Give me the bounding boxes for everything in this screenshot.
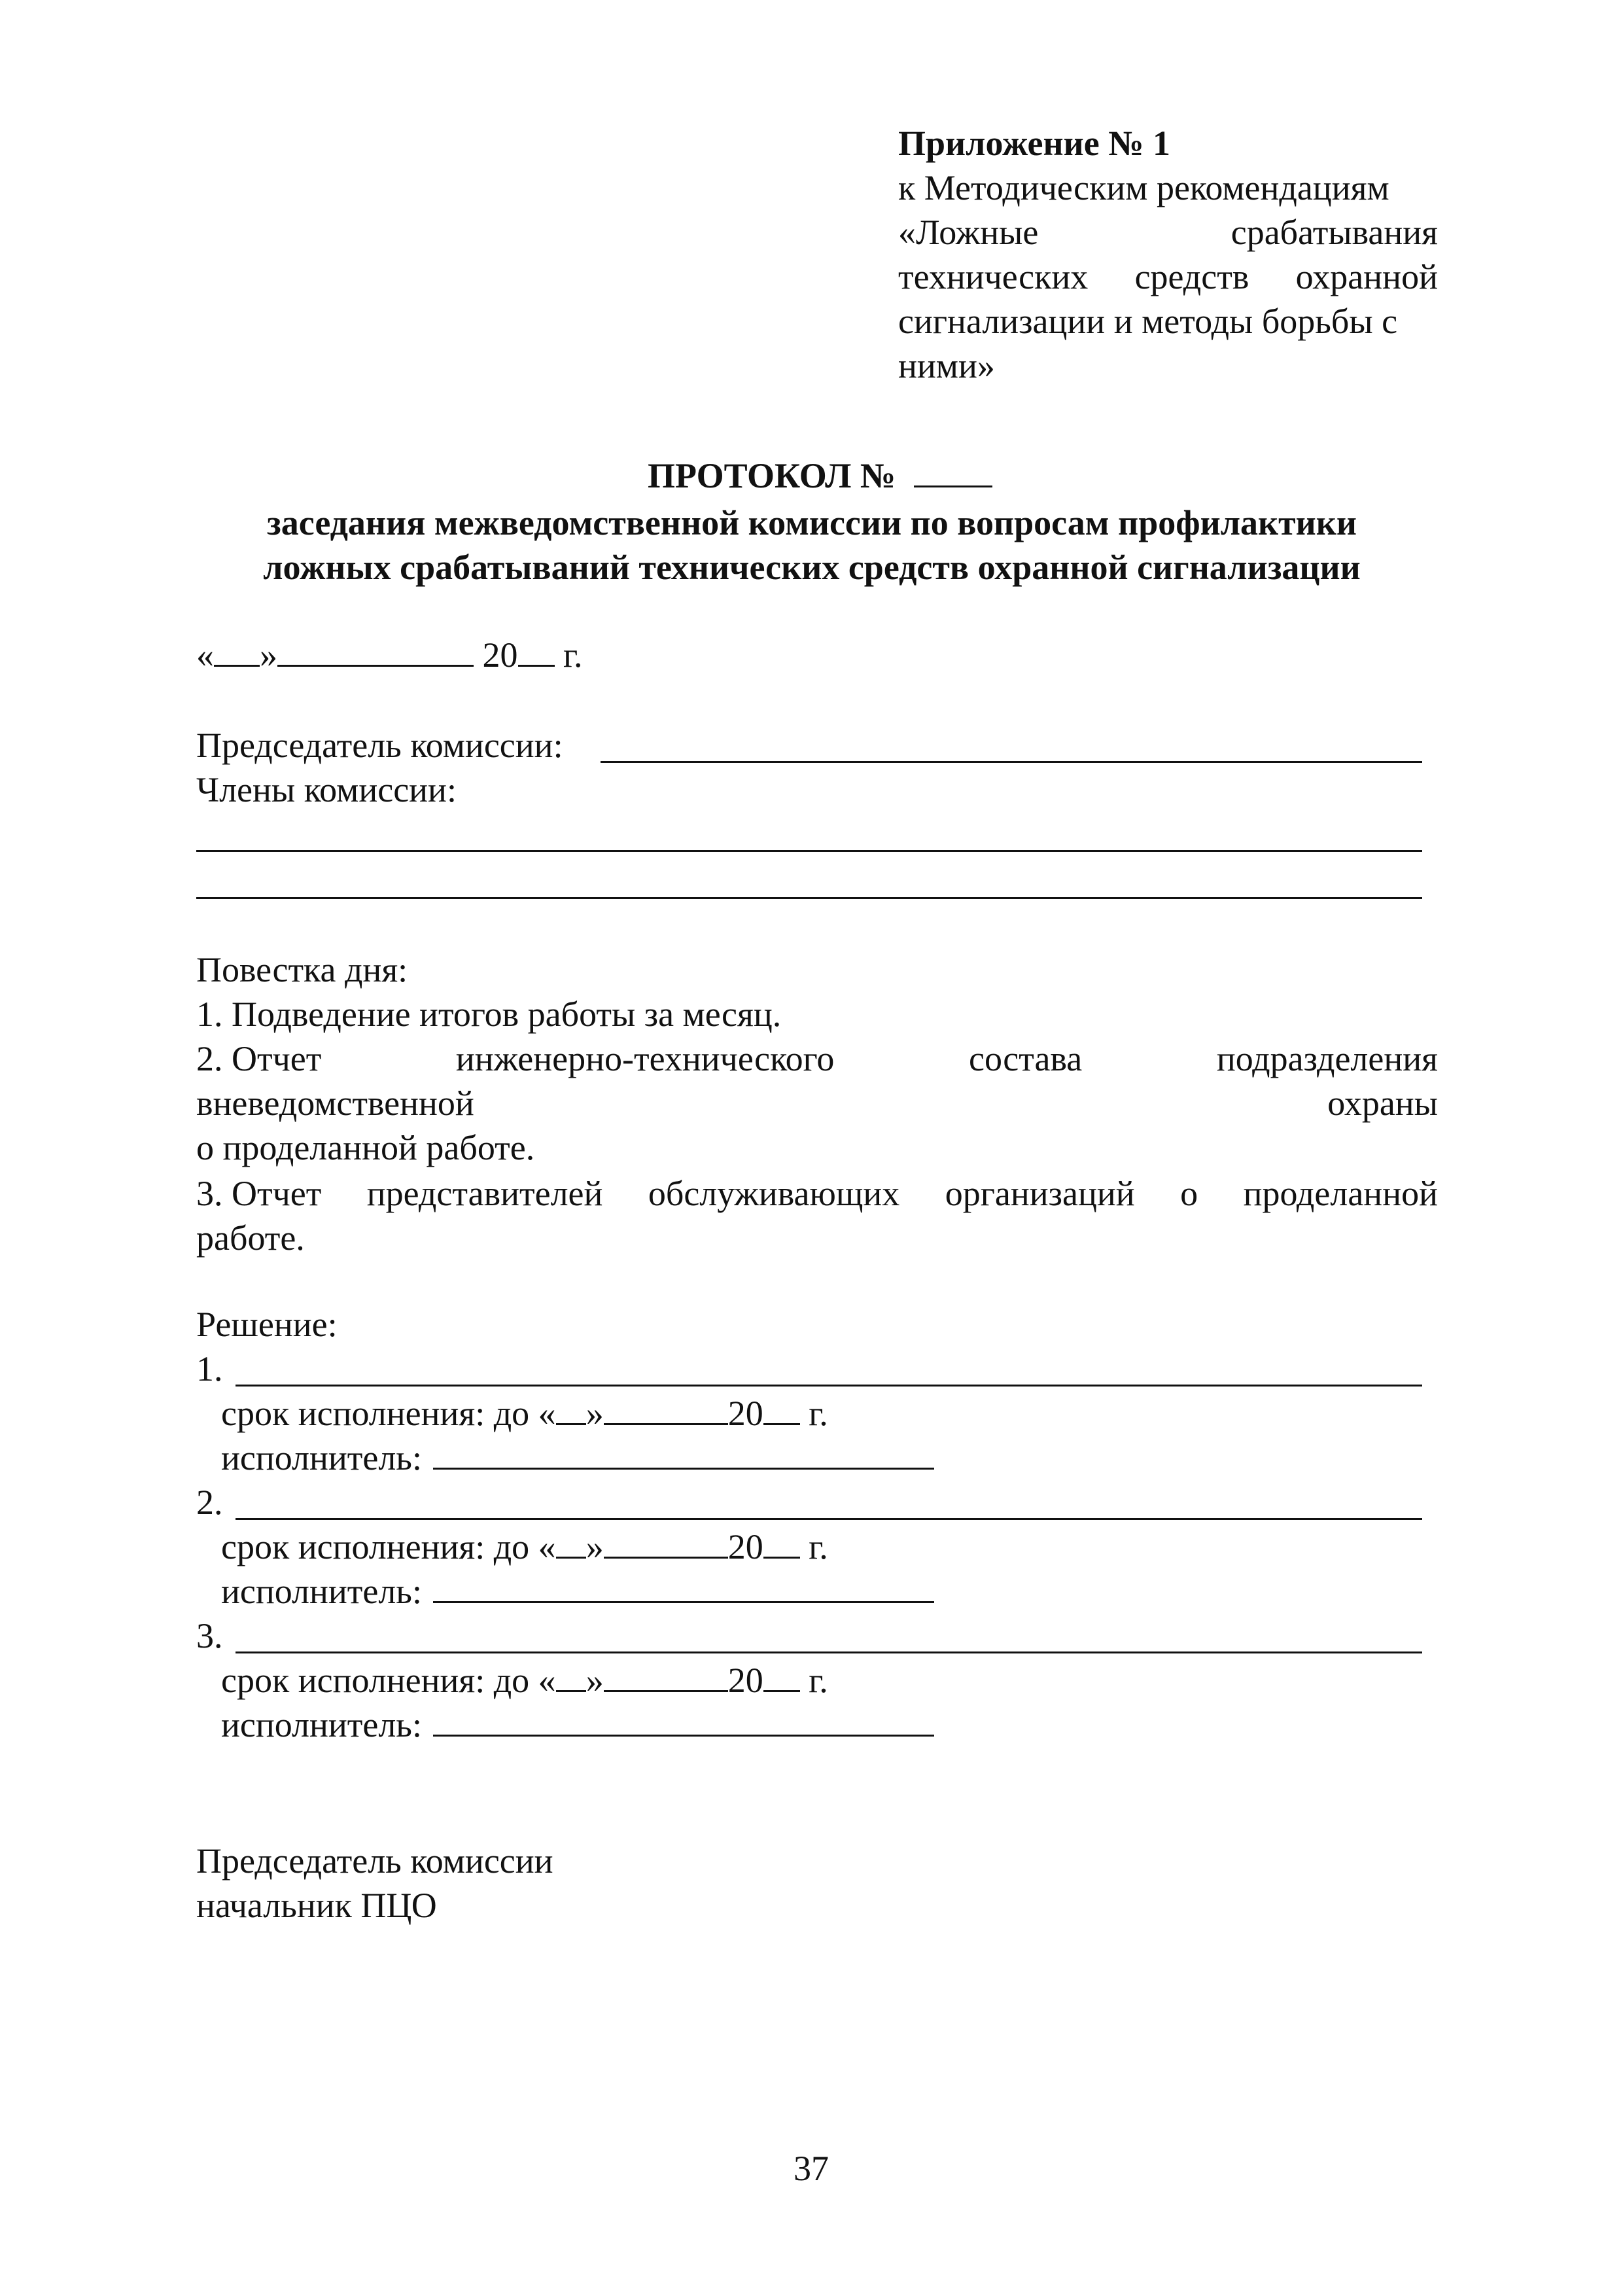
appendix-line-3: технических средств охранной [898,257,1438,296]
decision-item-number: 2. [196,1483,223,1522]
agenda-item-2-line-1: 2. Отчет инженерно-технического состава подразделения [196,1039,1438,1078]
appendix-line-1: к Методическим рекомендациям [898,168,1389,207]
appendix-line-4: сигнализации и методы борьбы с [898,302,1398,341]
appendix-line-2: «Ложные срабатывания [898,213,1438,252]
deadline-line: срок исполнения: до « » 20 г. [221,1661,828,1700]
protocol-title: ПРОТОКОЛ № [648,453,992,498]
page-number: 37 [794,2149,829,2188]
decision-item-number: 1. [196,1349,223,1388]
agenda-item-1: 1. Подведение итогов работы за месяц. [196,995,782,1034]
executor-line: исполнитель: [221,1569,934,1614]
members-blank-line-2 [196,897,1422,899]
appendix-text [898,166,1438,388]
members-label: Члены комиссии: [196,770,457,809]
signature-line-1: Председатель комиссии [196,1841,553,1881]
decision-item-blank-line [236,1651,1422,1653]
agenda-item-3-line-1: 3. Отчет представителей обслуживающих организаций о проделанной [196,1174,1438,1213]
decision-item-blank-line [236,1385,1422,1386]
appendix-line-5: ними» [898,346,995,385]
year-blank [518,635,555,667]
day-blank [214,635,260,667]
executor-line: исполнитель: [221,1436,934,1480]
agenda-item-2-line-3: о проделанной работе. [196,1128,535,1167]
chairman-blank-line [601,761,1422,763]
protocol-number-blank [914,455,992,487]
members-blank-line-1 [196,850,1422,852]
protocol-subtitle-line-2: ложных срабатываний технических средств охранной сигнализации [263,548,1361,587]
decision-item-number: 3. [196,1616,223,1655]
deadline-line: срок исполнения: до « » 20 г. [221,1394,828,1433]
appendix-title: Приложение № 1 [898,124,1170,163]
protocol-subtitle-line-1: заседания межведомственной комиссии по вопросам профилактики [267,503,1357,542]
date-line: « » 20 г. [196,635,583,675]
agenda-item-3 [196,1171,1438,1260]
deadline-line: срок исполнения: до « » 20 г. [221,1527,828,1566]
decision-heading: Решение: [196,1305,338,1344]
chairman-label: Председатель комиссии: [196,726,563,765]
signature-line-2: начальник ПЦО [196,1886,437,1925]
agenda-item-2-line-2: вневедомственной охраны [196,1084,1438,1123]
month-blank [277,635,474,667]
decision-item-blank-line [236,1518,1422,1520]
agenda-item-3-line-2: работе. [196,1218,305,1258]
agenda-item-2 [196,1036,1438,1170]
agenda-heading: Повестка дня: [196,950,408,989]
executor-line: исполнитель: [221,1703,934,1747]
